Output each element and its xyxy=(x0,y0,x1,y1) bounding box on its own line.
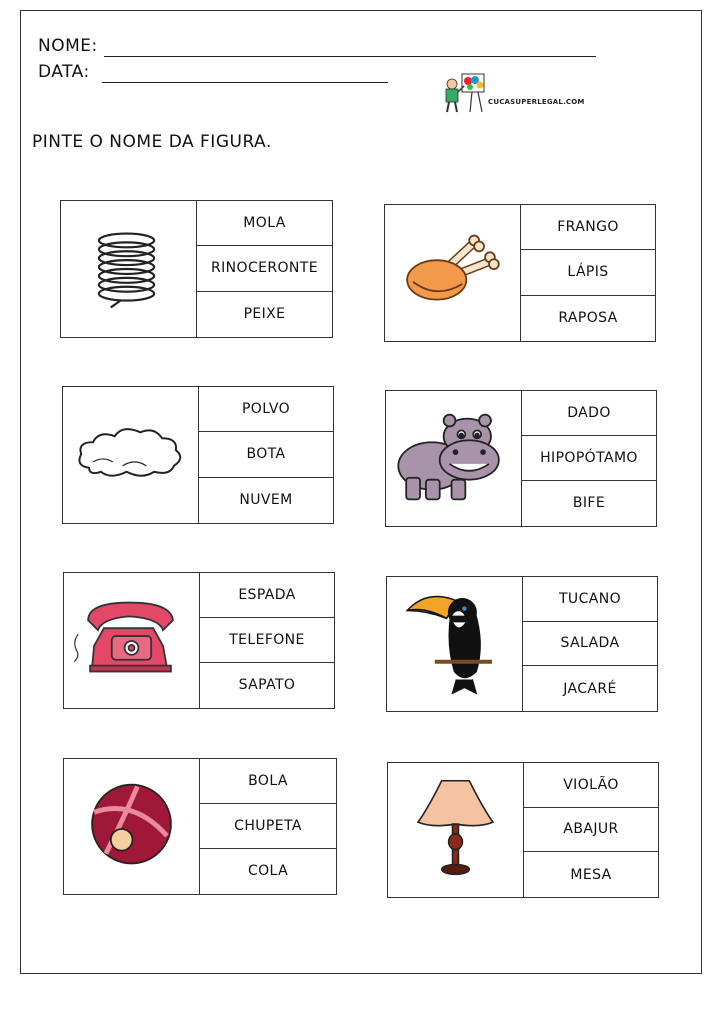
picture-frame xyxy=(64,573,200,708)
picture-frame xyxy=(63,387,199,523)
picture-frame xyxy=(61,201,197,337)
card-lamp xyxy=(387,762,659,898)
option-2[interactable]: TELEFONE xyxy=(200,618,334,663)
option-2[interactable]: LÁPIS xyxy=(521,250,655,295)
option-2[interactable]: RINOCERONTE xyxy=(197,246,332,291)
picture-frame xyxy=(387,577,523,711)
cloud-icon xyxy=(63,387,198,523)
option-2[interactable]: BOTA xyxy=(199,432,333,477)
name-label: NOME: xyxy=(38,36,98,56)
option-3[interactable]: RAPOSA xyxy=(558,310,618,327)
telephone-icon xyxy=(64,573,199,708)
picture-frame xyxy=(388,763,524,897)
logo-text: CUCASUPERLEGAL.COM xyxy=(488,98,585,106)
date-label: DATA: xyxy=(38,62,90,82)
option-3[interactable]: PEIXE xyxy=(243,306,286,323)
option-1[interactable]: VIOLÃO xyxy=(524,763,658,808)
roast-chicken-icon xyxy=(385,205,520,341)
option-1[interactable]: DADO xyxy=(522,391,656,436)
card-spring xyxy=(60,200,333,338)
option-2[interactable]: ABAJUR xyxy=(524,808,658,853)
option-1[interactable]: MOLA xyxy=(197,201,332,246)
date-field[interactable] xyxy=(102,82,388,83)
card-hippo xyxy=(385,390,657,527)
name-field[interactable] xyxy=(104,56,596,57)
site-logo xyxy=(442,72,602,116)
instruction: PINTE O NOME DA FIGURA. xyxy=(32,132,272,152)
ball-icon xyxy=(64,759,199,894)
option-1[interactable]: ESPADA xyxy=(200,573,334,618)
spring-icon xyxy=(61,201,196,337)
lamp-icon xyxy=(388,763,523,897)
card-telephone xyxy=(63,572,335,709)
option-3[interactable]: NUVEM xyxy=(239,492,293,509)
card-toucan xyxy=(386,576,658,712)
card-chicken xyxy=(384,204,656,342)
option-2[interactable]: HIPOPÓTAMO xyxy=(522,436,656,481)
picture-frame xyxy=(64,759,200,894)
card-cloud xyxy=(62,386,334,524)
option-3[interactable]: COLA xyxy=(247,863,289,880)
option-1[interactable]: FRANGO xyxy=(521,205,655,250)
option-1[interactable]: TUCANO xyxy=(523,577,657,622)
option-2[interactable]: SALADA xyxy=(523,622,657,667)
hippo-icon xyxy=(386,391,521,526)
option-3[interactable]: BIFE xyxy=(572,495,606,512)
option-3[interactable]: SAPATO xyxy=(238,677,296,694)
option-3[interactable]: JACARÉ xyxy=(563,680,617,697)
option-1[interactable]: BOLA xyxy=(200,759,336,804)
option-3[interactable]: MESA xyxy=(570,866,612,883)
picture-frame xyxy=(385,205,521,341)
option-1[interactable]: POLVO xyxy=(199,387,333,432)
painter-icon xyxy=(442,72,602,116)
option-2[interactable]: CHUPETA xyxy=(200,804,336,849)
card-ball xyxy=(63,758,337,895)
picture-frame xyxy=(386,391,522,526)
toucan-icon xyxy=(387,577,522,711)
